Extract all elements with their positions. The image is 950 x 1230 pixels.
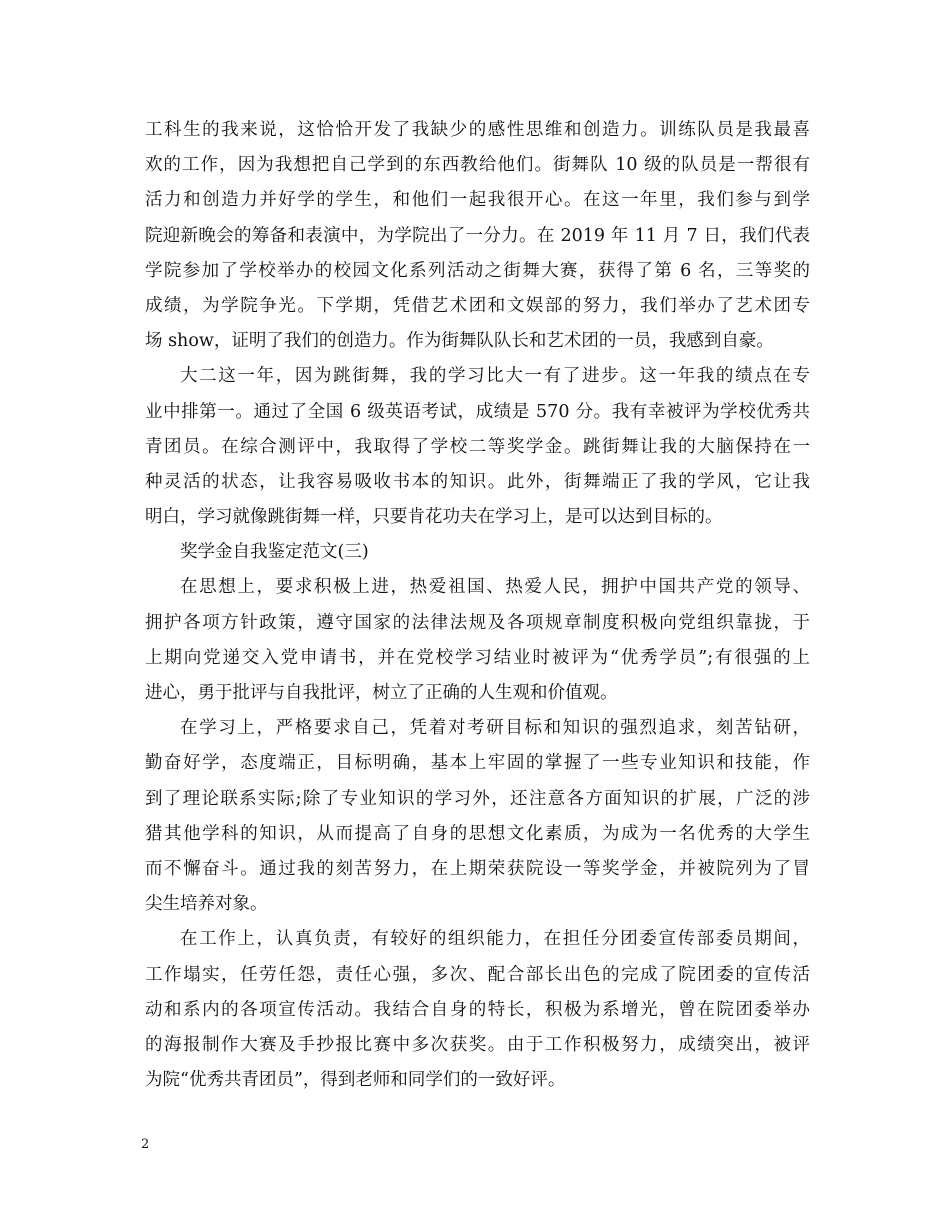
paragraph-line: 种灵活的状态，让我容易吸收书本的知识。此外，街舞端正了我的学风，它让我	[145, 471, 810, 492]
paragraph-line: 在学习上，严格要求自己，凭着对考研目标和知识的强烈追求，刻苦钻研，	[180, 718, 810, 739]
paragraph-line: 拥护各项方针政策，遵守国家的法律法规及各项规章制度积极向党组织靠拢，于	[145, 612, 810, 633]
paragraph-line: 的海报制作大赛及手抄报比赛中多次获奖。由于工作积极努力，成绩突出，被评	[145, 1034, 810, 1055]
paragraph-line: 猎其他学科的知识，从而提高了自身的思想文化素质，为成为一名优秀的大学生	[145, 823, 810, 844]
paragraph-line: 到了理论联系实际;除了专业知识的学习外，还注意各方面知识的扩展，广泛的涉	[145, 788, 810, 809]
paragraph-line: 勤奋好学，态度端正，目标明确，基本上牢固的掌握了一些专业知识和技能，作	[145, 753, 810, 774]
page-number: 2	[141, 1137, 150, 1152]
paragraph-line: 动和系内的各项宣传活动。我结合自身的特长，积极为系增光，曾在院团委举办	[145, 999, 810, 1020]
paragraph-line: 在工作上，认真负责，有较好的组织能力，在担任分团委宣传部委员期间，	[180, 929, 810, 950]
paragraph-line: 进心，勇于批评与自我批评，树立了正确的人生观和价值观。	[145, 683, 618, 703]
paragraph-line: 成绩，为学院争光。下学期，凭借艺术团和文娱部的努力，我们举办了艺术团专	[145, 295, 810, 316]
paragraph-line: 尖生培养对象。	[145, 894, 268, 915]
paragraph-line: 工科生的我来说，这恰恰开发了我缺少的感性思维和创造力。训练队员是我最喜	[145, 120, 810, 140]
paragraph-line: 工作塌实，任劳任怨，责任心强，多次、配合部长出色的完成了院团委的宣传活	[145, 964, 810, 985]
paragraph-line: 在思想上，要求积极上进，热爱祖国、热爱人民，拥护中国共产党的领导、	[180, 577, 810, 598]
paragraph-line: 为院“优秀共青团员”，得到老师和同学们的一致好评。	[145, 1070, 566, 1091]
paragraph-line: 大二这一年，因为跳街舞，我的学习比大一有了进步。这一年我的绩点在专	[180, 366, 810, 387]
paragraph-line: 青团员。在综合测评中，我取得了学校二等奖学金。跳街舞让我的大脑保持在一	[145, 436, 810, 457]
paragraph-line: 院迎新晚会的筹备和表演中，为学院出了一分力。在 2019 年 11 月 7 日，我们代表	[145, 225, 810, 246]
document-body	[145, 113, 810, 1098]
paragraph-line: 明白，学习就像跳街舞一样，只要肯花功夫在学习上，是可以达到目标的。	[145, 507, 723, 528]
paragraph-line: 业中排第一。通过了全国 6 级英语考试，成绩是 570 分。我有幸被评为学校优秀共	[145, 401, 810, 422]
paragraph-line: 而不懈奋斗。通过我的刻苦努力，在上期荣获院设一等奖学金，并被院列为了冒	[145, 858, 810, 879]
paragraph-line: 活力和创造力并好学的学生，和他们一起我很开心。在这一年里，我们参与到学	[145, 190, 810, 211]
paragraph-line: 欢的工作，因为我想把自己学到的东西教给他们。街舞队 10 级的队员是一帮很有	[145, 155, 810, 176]
section-heading: 奖学金自我鉴定范文(三)	[180, 542, 369, 563]
paragraph-line: 场 show，证明了我们的创造力。作为街舞队队长和艺术团的一员，我感到自豪。	[145, 331, 774, 352]
paragraph-line: 上期向党递交入党申请书，并在党校学习结业时被评为“优秀学员”;有很强的上	[145, 647, 810, 668]
paragraph-line: 学院参加了学校举办的校园文化系列活动之街舞大赛，获得了第 6 名，三等奖的	[145, 260, 810, 281]
